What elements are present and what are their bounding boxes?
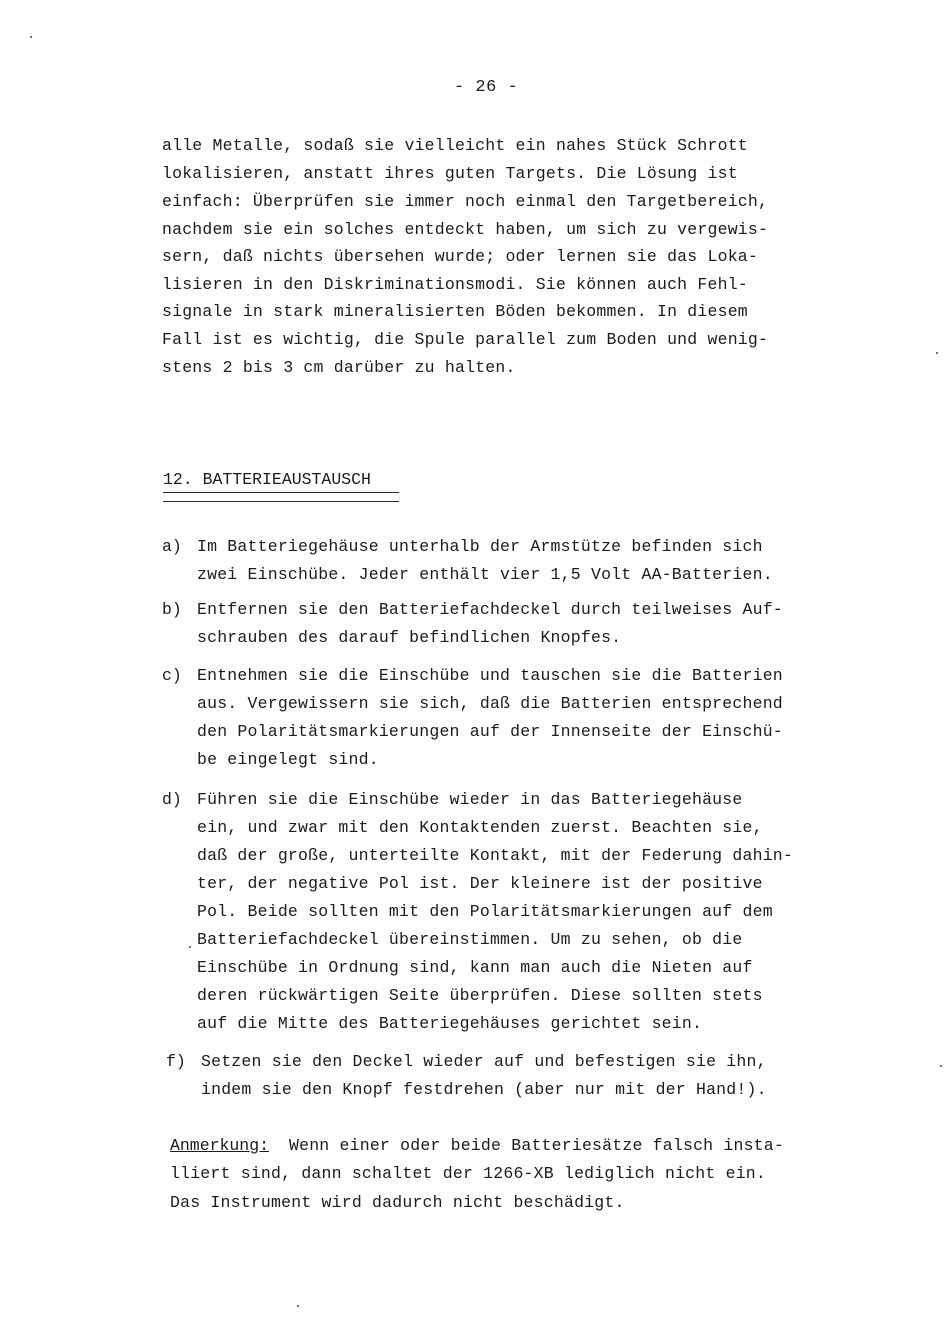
section-heading: 12. BATTERIEAUSTAUSCH (163, 470, 371, 489)
item-line: Führen sie die Einschübe wieder in das Batteriegehäuse (197, 790, 743, 809)
scan-speck (30, 36, 32, 38)
intro-line: signale in stark mineralisierten Böden bekommen. In diesem (162, 302, 748, 321)
intro-line: lokalisieren, anstatt ihres guten Targets. Die Lösung ist (162, 164, 738, 183)
item-line: schrauben des darauf befindlichen Knopfes. (197, 628, 622, 647)
item-line: Einschübe in Ordnung sind, kann man auch die Nieten auf (197, 958, 753, 977)
item-line: zwei Einschübe. Jeder enthält vier 1,5 Volt AA-Batterien. (197, 565, 773, 584)
item-label: c) (162, 666, 182, 685)
item-line: den Polaritätsmarkierungen auf der Innenseite der Einschü- (197, 722, 783, 741)
item-line: Entfernen sie den Batteriefachdeckel durch teilweises Auf- (197, 600, 783, 619)
heading-double-underline (163, 501, 399, 502)
intro-line: Fall ist es wichtig, die Spule parallel zum Boden und wenig- (162, 330, 769, 349)
item-line: be eingelegt sind. (197, 750, 379, 769)
item-line: Batteriefachdeckel übereinstimmen. Um zu sehen, ob die (197, 930, 743, 949)
heading-underline (163, 492, 399, 493)
page-number: - 26 - (454, 78, 519, 97)
item-line: Pol. Beide sollten mit den Polaritätsmarkierungen auf dem (197, 902, 773, 921)
item-label: d) (162, 790, 182, 809)
intro-line: sern, daß nichts übersehen wurde; oder lernen sie das Loka- (162, 247, 758, 266)
item-line: ter, der negative Pol ist. Der kleinere ist der positive (197, 874, 763, 893)
item-label: a) (162, 537, 182, 556)
item-label: f) (166, 1052, 186, 1071)
item-line: ein, und zwar mit den Kontaktenden zuerst. Beachten sie, (197, 818, 763, 837)
item-line: auf die Mitte des Batteriegehäuses gerichtet sein. (197, 1014, 703, 1033)
item-line: daß der große, unterteilte Kontakt, mit der Federung dahin- (197, 846, 793, 865)
scan-speck (940, 1065, 942, 1067)
item-label: b) (162, 600, 182, 619)
item-line: Entnehmen sie die Einschübe und tauschen sie die Batterien (197, 666, 783, 685)
intro-line: stens 2 bis 3 cm darüber zu halten. (162, 358, 516, 377)
intro-line: einfach: Überprüfen sie immer noch einmal den Targetbereich, (162, 192, 769, 211)
item-line: aus. Vergewissern sie sich, daß die Batterien entsprechend (197, 694, 783, 713)
intro-line: lisieren in den Diskriminationsmodi. Sie können auch Fehl- (162, 275, 748, 294)
note-line: lliert sind, dann schaltet der 1266-XB lediglich nicht ein. (170, 1164, 766, 1183)
note-line: Wenn einer oder beide Batteriesätze falsch insta- (289, 1136, 784, 1155)
scan-speck (936, 352, 938, 354)
intro-line: alle Metalle, sodaß sie vielleicht ein nahes Stück Schrott (162, 136, 748, 155)
item-line: indem sie den Knopf festdrehen (aber nur mit der Hand!). (201, 1080, 767, 1099)
item-line: deren rückwärtigen Seite überprüfen. Diese sollten stets (197, 986, 763, 1005)
scan-speck (189, 946, 191, 948)
note-label: Anmerkung: (170, 1136, 270, 1155)
intro-line: nachdem sie ein solches entdeckt haben, um sich zu vergewis- (162, 220, 769, 239)
scan-speck (297, 1305, 299, 1307)
item-line: Setzen sie den Deckel wieder auf und befestigen sie ihn, (201, 1052, 767, 1071)
item-line: Im Batteriegehäuse unterhalb der Armstütze befinden sich (197, 537, 763, 556)
note-line: Das Instrument wird dadurch nicht beschädigt. (170, 1193, 625, 1212)
